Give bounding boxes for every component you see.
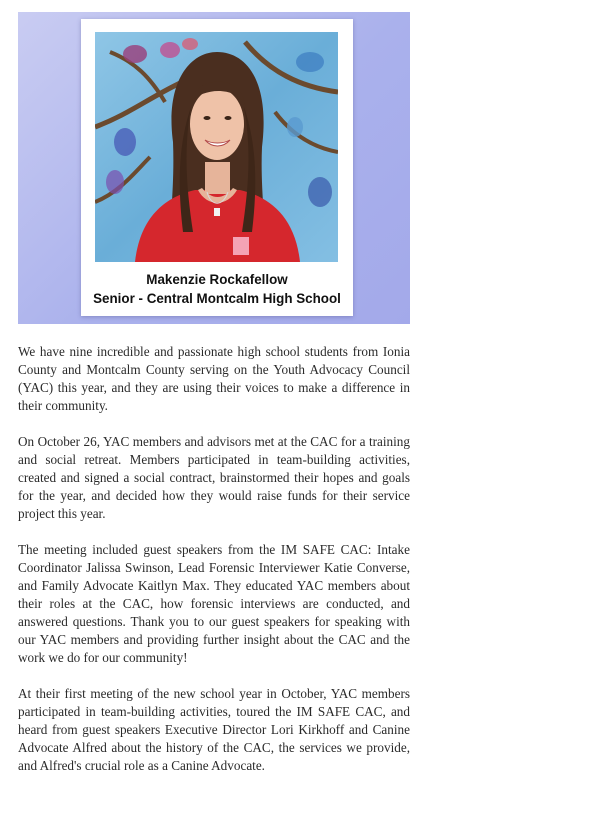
feature-banner [18,12,410,324]
paragraph: At their first meeting of the new school year in October, YAC members participated in team-building activities, toured the IM SAFE CAC, and heard from guest speakers Executive Director Lori Kirkhoff and Canine Advocate Alfred about the history of the CAC, the services we provide, and Alfred's crucial role as a Canine Advocate. [18,686,410,773]
article-body [18,343,410,793]
paragraph: We have nine incredible and passionate high school students from Ionia County and Montcalm County serving on the Youth Advocacy Council (YAC) this year, and they are using their voices to make a difference in their community. [18,344,410,413]
student-name: Makenzie Rockafellow [146,272,288,287]
student-photo [95,32,338,262]
paragraph: The meeting included guest speakers from the IM SAFE CAC: Intake Coordinator Jalissa Swinson, Lead Forensic Interviewer Katie Converse, and Family Advocate Kaitlyn Max. They educated YAC members about their roles at the CAC, how forensic interviews are conducted, and answered questions. Thank you to our guest speakers for speaking with our YAC members and providing further insight about the CAC and the work we do for our community! [18,542,410,665]
student-role: Senior - Central Montcalm High School [93,291,341,306]
paragraph: On October 26, YAC members and advisors met at the CAC for a training and social retreat. Members participated in team-building activities, created and signed a social contract, brainstormed their hopes and goals for the year, and decided how they would raise funds for their service project this year. [18,434,410,521]
polaroid-card [81,19,353,316]
